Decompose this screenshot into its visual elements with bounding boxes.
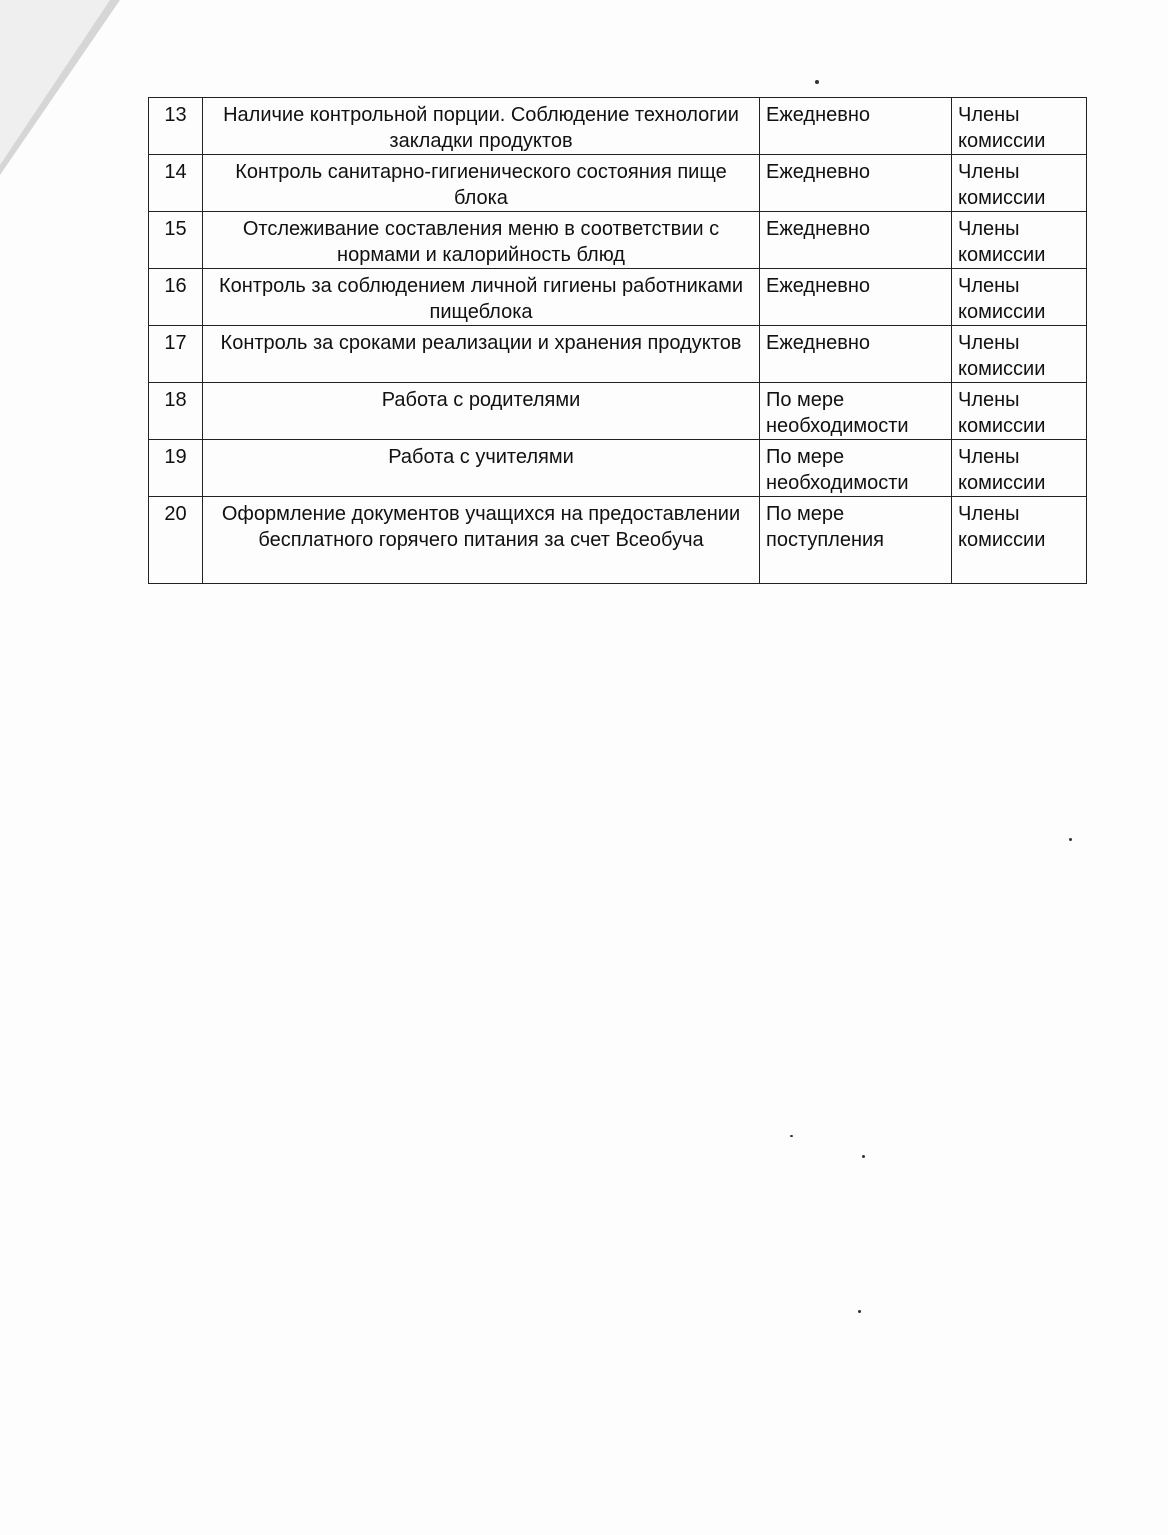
table-row: [149, 440, 1087, 497]
responsible-cell: Члены комиссии: [952, 269, 1087, 326]
table-row: [149, 98, 1087, 155]
activity-cell: Наличие контрольной порции. Соблюдение технологии закладки продуктов: [203, 98, 760, 155]
table-row: [149, 212, 1087, 269]
schedule-cell: Ежедневно: [760, 326, 952, 383]
row-number: 17: [149, 326, 203, 383]
scan-speck: [858, 1310, 861, 1313]
activity-cell: Контроль за сроками реализации и хранения продуктов: [203, 326, 760, 383]
scan-speck: [790, 1135, 793, 1137]
schedule-cell: Ежедневно: [760, 212, 952, 269]
schedule-cell: По мере поступления: [760, 497, 952, 584]
responsible-cell: Члены комиссии: [952, 155, 1087, 212]
scan-speck: [815, 80, 819, 84]
row-number: 13: [149, 98, 203, 155]
schedule-cell: Ежедневно: [760, 269, 952, 326]
schedule-cell: Ежедневно: [760, 155, 952, 212]
row-number: 15: [149, 212, 203, 269]
responsible-cell: Члены комиссии: [952, 212, 1087, 269]
responsible-cell: Члены комиссии: [952, 383, 1087, 440]
responsible-cell: Члены комиссии: [952, 326, 1087, 383]
row-number: 18: [149, 383, 203, 440]
activity-cell: Контроль санитарно-гигиенического состояния пище блока: [203, 155, 760, 212]
row-number: 19: [149, 440, 203, 497]
scan-speck: [862, 1155, 865, 1158]
activity-cell: Работа с родителями: [203, 383, 760, 440]
table-row: [149, 497, 1087, 584]
table-row: [149, 383, 1087, 440]
table-row: [149, 269, 1087, 326]
schedule-cell: По мере необходимости: [760, 383, 952, 440]
schedule-cell: Ежедневно: [760, 98, 952, 155]
activity-cell: Работа с учителями: [203, 440, 760, 497]
table-row: [149, 155, 1087, 212]
responsible-cell: Члены комиссии: [952, 440, 1087, 497]
activity-cell: Контроль за соблюдением личной гигиены работниками пищеблока: [203, 269, 760, 326]
schedule-cell: По мере необходимости: [760, 440, 952, 497]
table-row: [149, 326, 1087, 383]
activity-plan-table: [148, 97, 1087, 584]
activity-cell: Отслеживание составления меню в соответствии с нормами и калорийность блюд: [203, 212, 760, 269]
activity-cell: Оформление документов учащихся на предоставлении бесплатного горячего питания за счет Всеобуча: [203, 497, 760, 584]
row-number: 16: [149, 269, 203, 326]
row-number: 14: [149, 155, 203, 212]
folded-corner-inner: [0, 0, 110, 165]
row-number: 20: [149, 497, 203, 584]
responsible-cell: Члены комиссии: [952, 98, 1087, 155]
responsible-cell: Члены комиссии: [952, 497, 1087, 584]
scan-speck: [1069, 838, 1072, 841]
